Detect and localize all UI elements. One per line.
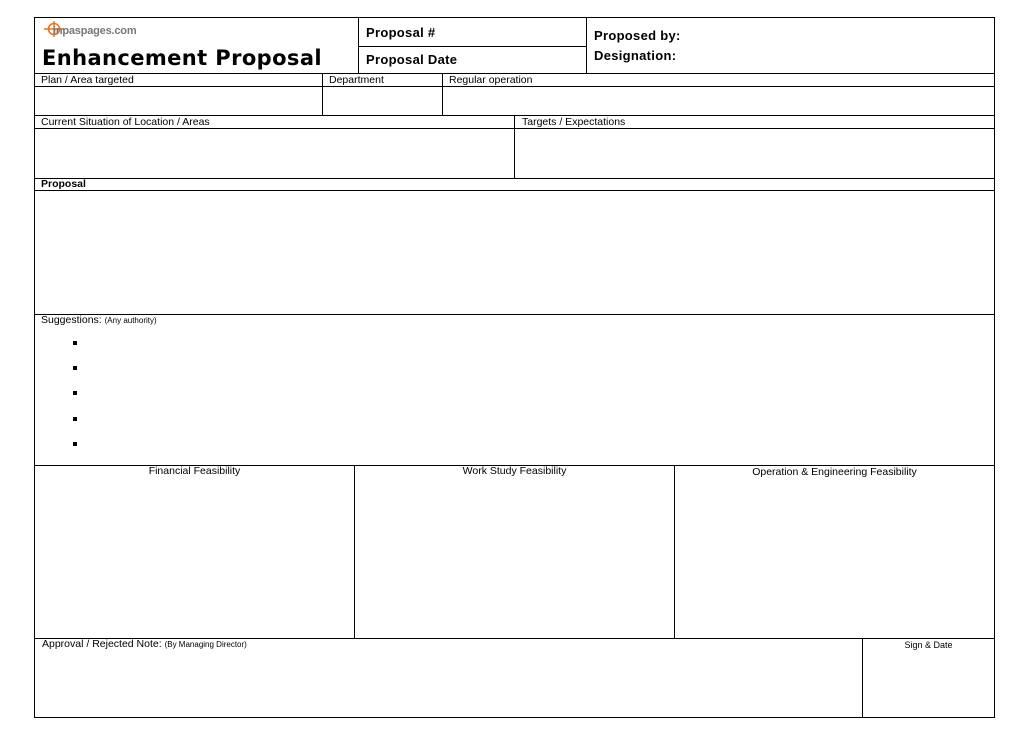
targets-label: Targets / Expectations [522,116,626,128]
proposal-field[interactable] [36,191,993,314]
department-label: Department [329,74,384,86]
proposal-date-field[interactable] [460,48,583,72]
suggestions-note: (Any authority) [104,316,157,325]
designation-label: Designation: [594,48,677,63]
divider [358,46,587,47]
operation-engineering-feasibility-label: Operation & Engineering Feasibility [752,466,917,478]
suggestions-field[interactable] [85,332,985,464]
bullet-2 [73,366,77,370]
plan-area-label: Plan / Area targeted [41,74,134,86]
suggestions-label [41,314,157,327]
approval-title: Approval / Rejected Note: [42,638,162,650]
regular-operation-label: Regular operation [449,74,533,86]
financial-feasibility-field[interactable] [36,480,353,638]
divider [354,465,355,638]
work-study-feasibility-field[interactable] [356,480,673,638]
divider [442,73,443,116]
targets-field[interactable] [516,129,993,178]
proposal-number-field[interactable] [455,20,583,44]
approval-label [42,638,247,651]
suggestions-title: Suggestions: [41,314,102,326]
divider [674,465,675,638]
financial-feasibility-label: Financial Feasibility [148,465,241,477]
work-study-feasibility-label: Work Study Feasibility [462,465,567,477]
department-field[interactable] [324,87,441,115]
approval-note-field[interactable] [36,652,861,717]
current-situation-field[interactable] [36,129,513,178]
divider [35,314,994,315]
logo-text: inpaspages.com [53,25,137,37]
logo [35,18,235,42]
plan-area-field[interactable] [36,87,321,115]
operation-engineering-feasibility-field[interactable] [676,480,993,638]
bullet-5 [73,442,77,446]
sign-date-label: Sign & Date [904,640,953,650]
regular-operation-field[interactable] [444,87,993,115]
proposal-number-label: Proposal # [366,25,436,40]
bullet-4 [73,417,77,421]
approval-note: (By Managing Director) [164,640,247,649]
divider [35,178,994,179]
divider [322,73,323,116]
proposal-date-label: Proposal Date [366,52,458,67]
proposal-label: Proposal [41,178,86,190]
sign-date-field[interactable] [864,652,993,717]
proposed-by-label: Proposed by: [594,28,681,43]
current-situation-label: Current Situation of Location / Areas [41,116,210,128]
bullet-1 [73,341,77,345]
bullet-3 [73,391,77,395]
designation-field[interactable] [685,45,985,65]
divider [514,115,515,178]
proposed-by-field[interactable] [685,23,985,43]
page-title: Enhancement Proposal [42,46,322,70]
enhancement-proposal-form [34,17,995,718]
